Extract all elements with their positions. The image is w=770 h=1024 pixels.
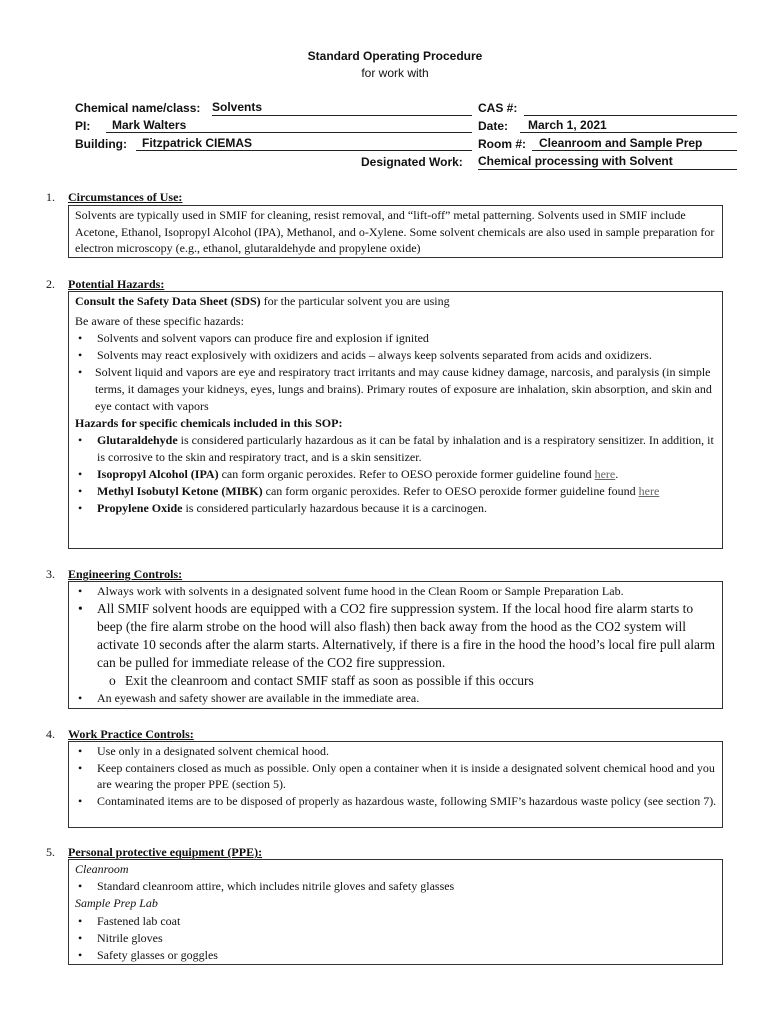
list-item <box>75 466 717 483</box>
specific-hazards-list <box>75 432 717 517</box>
cas-value <box>524 100 737 116</box>
section-1-box <box>68 205 723 258</box>
list-item: • Solvent liquid and vapors are eye and respiratory tract irritants and may cause kidney damage, narcosis, and paralysis (in simple terms, it damages your kidneys, eyes, lungs and brains). Primary routes of exposure are inhalation, skin absorption, and skin and eye contact with vapors <box>75 364 717 415</box>
aware-line: Be aware of these specific hazards: <box>75 314 244 328</box>
pi-value: Mark Walters <box>106 118 472 133</box>
general-hazards-list <box>75 330 717 415</box>
list-item: • Solvents may react explosively with oxidizers and acids – always keep solvents separated from acids and oxidizers. <box>75 347 717 364</box>
list-item <box>75 483 717 500</box>
cleanroom-ppe-list <box>75 878 717 895</box>
sds-rest: for the particular solvent you are using <box>260 294 450 308</box>
chemical-name-label: Chemical name/class: <box>75 101 201 115</box>
section-5-box <box>68 859 723 965</box>
chem-desc: is considered particularly hazardous because it is a carcinogen. <box>182 501 487 515</box>
chem-name: Propylene Oxide <box>97 501 183 515</box>
section-3-heading: Engineering Controls: <box>68 567 183 581</box>
designated-work-label: Designated Work: <box>361 155 463 169</box>
list-item: • Keep containers closed as much as possible. Only open a container when it is inside a designated solvent chemical hood and you are wearing the proper PPE (section 5). <box>75 760 717 793</box>
list-item: • Standard cleanroom attire, which includes nitrile gloves and safety glasses <box>75 878 717 895</box>
chem-desc-end: . <box>615 467 619 481</box>
chem-name: Isopropyl Alcohol (IPA) <box>97 467 219 481</box>
section-5-heading: Personal protective equipment (PPE): <box>68 845 263 859</box>
pi-label: PI: <box>75 119 91 133</box>
list-item: • Always work with solvents in a designated solvent fume hood in the Clean Room or Sample Preparation Lab. <box>75 583 717 600</box>
specific-hazards-heading: Hazards for specific chemicals included in this SOP: <box>75 416 343 430</box>
circumstances-text: Solvents are typically used in SMIF for cleaning, resist removal, and “lift-off” metal patterning. Solvents used in SMIF include Acetone, Ethanol, Isopropyl Alcohol (IPA), Methanol, and o-Xylene. Some solvent chemicals are also used in sample preparation for electron microscopy (e.g., ethanol, glutaraldehyde and propylene oxide) <box>75 208 715 255</box>
section-2-number: 2. <box>46 277 55 291</box>
engineering-controls-list <box>75 583 717 672</box>
room-value: Cleanroom and Sample Prep <box>532 136 737 151</box>
document-title: Standard Operating Procedure <box>307 49 483 63</box>
chem-desc: can form organic peroxides. Refer to OESO peroxide former guideline found <box>218 467 595 481</box>
chemical-name-value: Solvents <box>212 100 472 116</box>
cas-label: CAS #: <box>478 101 518 115</box>
section-1-number: 1. <box>46 190 55 204</box>
list-item: • Nitrile gloves <box>75 930 717 947</box>
mibk-guideline-link[interactable]: here <box>638 484 660 498</box>
designated-work-value: Chemical processing with Solvent <box>478 154 737 170</box>
list-item: • Solvents and solvent vapors can produce fire and explosion if ignited <box>75 330 717 347</box>
section-4-heading: Work Practice Controls: <box>68 727 194 741</box>
chem-desc: is considered particularly hazardous as it can be fatal by inhalation and is a respiratory sensitizer. In addition, it is corrosive to the skin and respiratory tract, and is a skin sensitizer. <box>97 433 714 464</box>
building-label: Building: <box>75 137 127 151</box>
engineering-controls-list-end <box>75 690 717 707</box>
sds-bold: Consult the Safety Data Sheet (SDS) <box>75 294 261 308</box>
room-label: Room #: <box>478 137 526 151</box>
list-item: • Fastened lab coat <box>75 913 717 930</box>
sub-list-item: o Exit the cleanroom and contact SMIF staff as soon as possible if this occurs <box>75 672 717 690</box>
chem-desc: can form organic peroxides. Refer to OESO peroxide former guideline found <box>262 484 639 498</box>
sds-line <box>75 293 717 310</box>
list-item <box>75 500 717 517</box>
list-item: • All SMIF solvent hoods are equipped with a CO2 fire suppression system. If the local hood fire alarm starts to beep (the fire alarm strobe on the hood will also flash) then back away from the hood as the CO2 system will activate 10 seconds after the alarm starts. Alternatively, if there is a fire in the hood the hood’s local fire pull alarm can be pulled for immediate release of the CO2 fire suppression. <box>75 600 717 672</box>
section-4-box <box>68 741 723 828</box>
sample-prep-ppe-list <box>75 913 717 965</box>
section-3-number: 3. <box>46 567 55 581</box>
list-item: • An eyewash and safety shower are available in the immediate area. <box>75 690 717 707</box>
date-label: Date: <box>478 119 509 133</box>
section-1-heading: Circumstances of Use: <box>68 190 183 204</box>
list-item <box>75 432 717 466</box>
chem-name: Glutaraldehyde <box>97 433 178 447</box>
section-2-heading: Potential Hazards: <box>68 277 165 291</box>
section-3-box <box>68 581 723 709</box>
cleanroom-label: Cleanroom <box>75 862 129 876</box>
date-value: March 1, 2021 <box>520 118 737 133</box>
ipa-guideline-link[interactable]: here <box>594 467 616 481</box>
building-value: Fitzpatrick CIEMAS <box>136 136 472 151</box>
list-item: • Use only in a designated solvent chemical hood. <box>75 743 717 760</box>
list-item: • Contaminated items are to be disposed of properly as hazardous waste, following SMIF’s hazardous waste policy (see section 7). <box>75 793 717 810</box>
chem-name: Methyl Isobutyl Ketone (MIBK) <box>97 484 263 498</box>
sample-prep-label: Sample Prep Lab <box>75 896 158 911</box>
section-5-number: 5. <box>46 845 55 859</box>
work-practice-list <box>75 743 717 809</box>
document-subtitle: for work with <box>361 66 429 80</box>
section-4-number: 4. <box>46 727 55 741</box>
section-2-box <box>68 291 723 549</box>
list-item: • Safety glasses or goggles <box>75 947 717 964</box>
